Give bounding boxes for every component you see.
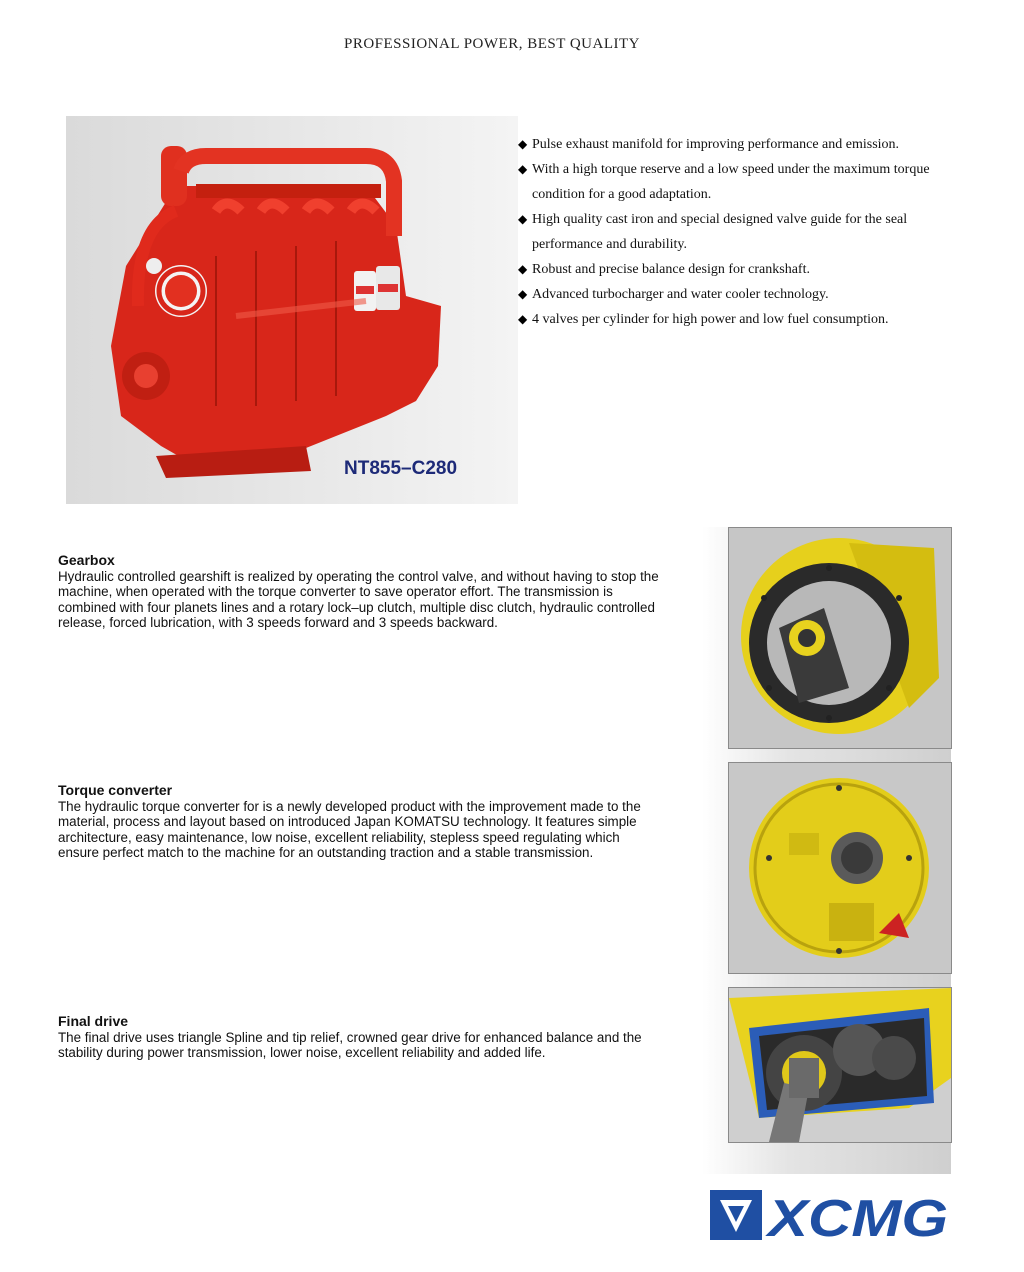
xcmg-logo-icon xyxy=(708,1186,953,1244)
page-header-tagline: PROFESSIONAL POWER, BEST QUALITY xyxy=(343,36,641,52)
feature-item xyxy=(518,207,958,257)
section-body: The hydraulic torque converter for is a newly developed product with the improvement made to the material, process and layout based on introduced Japan KOMATSU technology. It features simple architecture, easy maintenance, low noise, excellent reliability, stepless speed regulating which ensure perfect match to the machine for an outstanding traction and a stable transmission. xyxy=(58,798,641,861)
section-title: Final drive xyxy=(58,1013,129,1029)
feature-text: 4 valves per cylinder for high power and low fuel consumption. xyxy=(532,312,889,327)
final-drive-photo xyxy=(728,987,952,1143)
feature-text: Advanced turbocharger and water cooler technology. xyxy=(532,287,829,302)
section-title: Torque converter xyxy=(58,782,173,798)
feature-text: Pulse exhaust manifold for improving performance and emission. xyxy=(532,137,900,152)
engine-model-label: NT855–C280 xyxy=(344,458,458,479)
final-drive-section xyxy=(58,1014,663,1061)
gearbox-section xyxy=(58,553,663,631)
torque-converter-photo xyxy=(728,762,952,974)
diamond-bullet-icon: ◆ xyxy=(518,312,528,326)
engine-feature-list xyxy=(518,132,958,332)
engine-illustration xyxy=(66,116,518,504)
feature-item xyxy=(518,132,958,157)
feature-text: With a high torque reserve and a low speed under the maximum torque condition for a good adaptation. xyxy=(532,162,930,202)
gearbox-photo xyxy=(728,527,952,749)
feature-item xyxy=(518,282,958,307)
feature-item xyxy=(518,307,958,332)
feature-text: High quality cast iron and special designed valve guide for the seal performance and durability. xyxy=(532,212,908,252)
logo-wordmark: XCMG xyxy=(764,1190,948,1244)
diamond-bullet-icon: ◆ xyxy=(518,262,528,276)
diamond-bullet-icon: ◆ xyxy=(518,212,528,226)
section-body: The final drive uses triangle Spline and tip relief, crowned gear drive for enhanced balance and the stability during power transmission, lower noise, excellent reliability and added life. xyxy=(58,1029,642,1061)
feature-item xyxy=(518,257,958,282)
diamond-bullet-icon: ◆ xyxy=(518,162,528,176)
section-body: Hydraulic controlled gearshift is realized by operating the control valve, and without having to stop the machine, when operated with the torque converter to save operator effort. The transmission is combined with four planets lines and a rotary lock–up clutch, multiple disc clutch, hydraulic controlled release, forced lubrication, with 3 speeds forward and 3 speeds backward. xyxy=(58,568,659,631)
section-title: Gearbox xyxy=(58,552,115,568)
torque-converter-section xyxy=(58,783,663,861)
xcmg-logo xyxy=(708,1186,953,1244)
engine-photo xyxy=(66,116,518,504)
diamond-bullet-icon: ◆ xyxy=(518,137,528,151)
diamond-bullet-icon: ◆ xyxy=(518,287,528,301)
feature-item xyxy=(518,157,958,207)
feature-text: Robust and precise balance design for crankshaft. xyxy=(532,262,810,277)
